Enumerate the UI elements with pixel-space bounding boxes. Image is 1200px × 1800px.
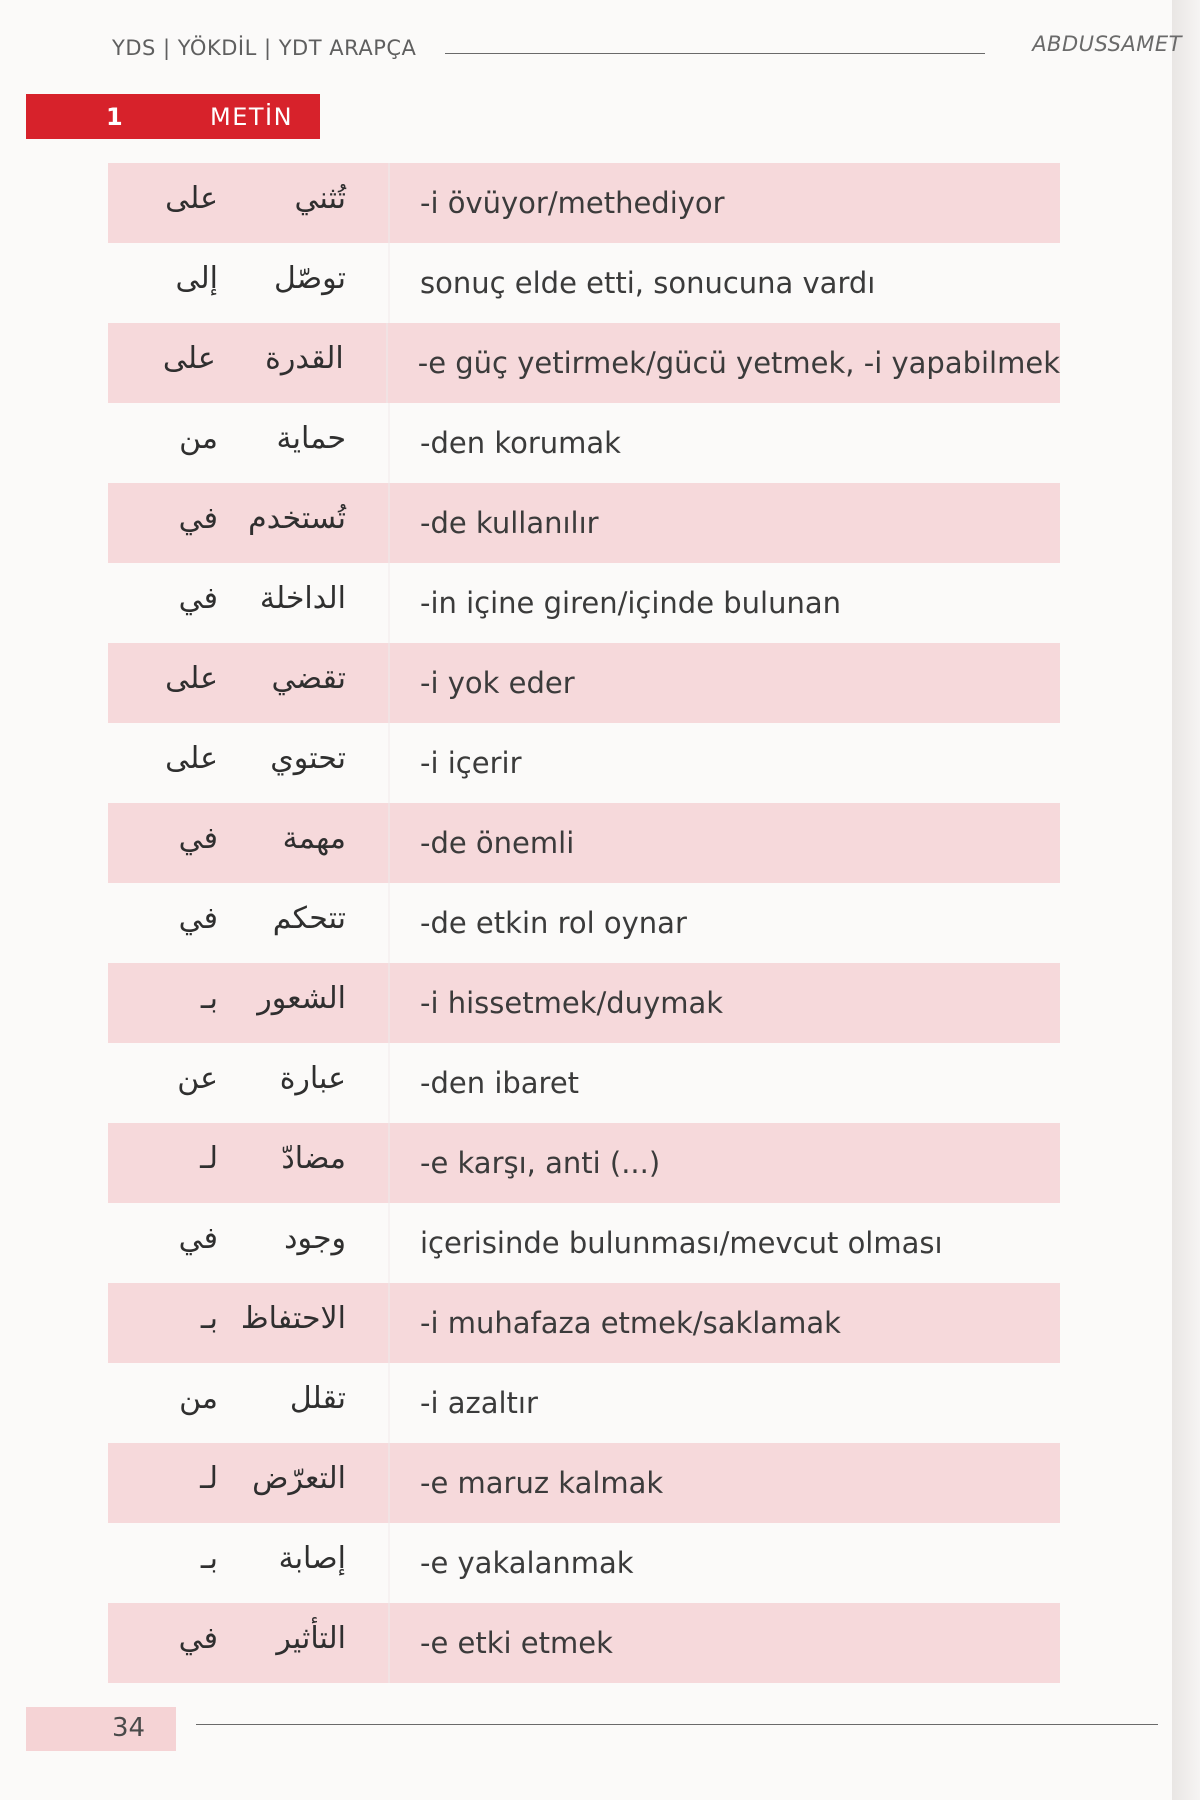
arabic-word: تقضي bbox=[271, 661, 346, 696]
arabic-cell bbox=[108, 963, 390, 1043]
arabic-preposition: في bbox=[178, 1621, 218, 1656]
arabic-cell bbox=[108, 1043, 390, 1123]
turkish-meaning: -i muhafaza etmek/saklamak bbox=[420, 1306, 841, 1340]
turkish-meaning: -e karşı, anti (...) bbox=[420, 1146, 661, 1180]
turkish-meaning: -de kullanılır bbox=[420, 506, 599, 540]
vocab-row bbox=[108, 163, 1060, 243]
arabic-word: القدرة bbox=[265, 341, 344, 376]
vocab-row bbox=[108, 483, 1060, 563]
arabic-word: التعرّض bbox=[252, 1461, 346, 1496]
turkish-meaning: -i içerir bbox=[420, 746, 522, 780]
arabic-word: تتحكم bbox=[272, 901, 346, 936]
vocab-row bbox=[108, 1363, 1060, 1443]
vocab-row bbox=[108, 1123, 1060, 1203]
arabic-preposition: عن bbox=[177, 1061, 218, 1096]
arabic-word: تحتوي bbox=[270, 741, 346, 776]
page-edge-shadow bbox=[1172, 0, 1200, 1800]
arabic-word: الداخلة bbox=[259, 581, 346, 616]
turkish-meaning: -e etki etmek bbox=[420, 1626, 613, 1660]
arabic-preposition: على bbox=[165, 661, 218, 696]
arabic-cell bbox=[108, 883, 390, 963]
arabic-word: حماية bbox=[276, 421, 346, 456]
arabic-preposition: على bbox=[165, 181, 218, 216]
turkish-meaning: -e yakalanmak bbox=[420, 1546, 634, 1580]
vocabulary-table bbox=[108, 163, 1060, 1683]
turkish-meaning: sonuç elde etti, sonucuna vardı bbox=[420, 266, 876, 300]
arabic-word: إصابة bbox=[278, 1541, 346, 1576]
turkish-meaning: içerisinde bulunması/mevcut olması bbox=[420, 1226, 943, 1260]
arabic-word: عبارة bbox=[279, 1061, 346, 1096]
turkish-meaning: -i övüyor/methediyor bbox=[420, 186, 725, 220]
vocab-row bbox=[108, 723, 1060, 803]
arabic-cell bbox=[108, 803, 390, 883]
arabic-preposition: في bbox=[178, 501, 218, 536]
header-rule bbox=[445, 53, 985, 54]
turkish-meaning: -i yok eder bbox=[420, 666, 575, 700]
arabic-cell bbox=[108, 1283, 390, 1363]
arabic-cell bbox=[108, 403, 390, 483]
section-tab bbox=[26, 94, 320, 139]
turkish-meaning: -e maruz kalmak bbox=[420, 1466, 664, 1500]
arabic-preposition: بـ bbox=[200, 981, 218, 1016]
vocab-row bbox=[108, 243, 1060, 323]
vocab-row bbox=[108, 1443, 1060, 1523]
arabic-preposition: لـ bbox=[200, 1461, 218, 1496]
arabic-preposition: لـ bbox=[200, 1141, 218, 1176]
header-author: ABDUSSAMET bbox=[1032, 32, 1182, 56]
arabic-preposition: من bbox=[179, 1381, 218, 1416]
turkish-meaning: -de etkin rol oynar bbox=[420, 906, 687, 940]
arabic-cell bbox=[108, 1443, 390, 1523]
arabic-word: الشعور bbox=[257, 981, 346, 1016]
footer-rule bbox=[196, 1724, 1158, 1725]
turkish-meaning: -den ibaret bbox=[420, 1066, 580, 1100]
turkish-meaning: -den korumak bbox=[420, 426, 621, 460]
page-number: 34 bbox=[112, 1713, 146, 1743]
arabic-word: التأثير bbox=[276, 1621, 346, 1656]
vocab-row bbox=[108, 1523, 1060, 1603]
vocab-row bbox=[108, 1283, 1060, 1363]
arabic-preposition: من bbox=[179, 421, 218, 456]
arabic-word: الاحتفاظ bbox=[240, 1301, 346, 1336]
arabic-preposition: على bbox=[162, 341, 216, 376]
arabic-cell bbox=[108, 1123, 390, 1203]
arabic-cell bbox=[108, 1603, 390, 1683]
arabic-cell bbox=[108, 1523, 390, 1603]
vocab-row bbox=[108, 563, 1060, 643]
turkish-meaning: -de önemli bbox=[420, 826, 575, 860]
arabic-cell bbox=[108, 323, 388, 403]
turkish-meaning: -e güç yetirmek/gücü yetmek, -i yapabilmek bbox=[417, 346, 1060, 380]
arabic-cell bbox=[108, 243, 390, 323]
arabic-cell bbox=[108, 483, 390, 563]
arabic-cell bbox=[108, 163, 390, 243]
arabic-cell bbox=[108, 1363, 390, 1443]
vocab-row bbox=[108, 323, 1060, 403]
section-number: 1 bbox=[106, 103, 123, 131]
section-label: METİN bbox=[210, 103, 294, 131]
vocab-row bbox=[108, 1203, 1060, 1283]
arabic-preposition: بـ bbox=[200, 1301, 218, 1336]
arabic-cell bbox=[108, 1203, 390, 1283]
turkish-meaning: -i azaltır bbox=[420, 1386, 538, 1420]
vocab-row bbox=[108, 963, 1060, 1043]
vocab-row bbox=[108, 643, 1060, 723]
vocab-row bbox=[108, 1043, 1060, 1123]
arabic-preposition: في bbox=[178, 821, 218, 856]
vocab-row bbox=[108, 403, 1060, 483]
vocab-row bbox=[108, 803, 1060, 883]
header-exam-title: YDS | YÖKDİL | YDT ARAPÇA bbox=[112, 36, 417, 60]
arabic-cell bbox=[108, 723, 390, 803]
turkish-meaning: -i hissetmek/duymak bbox=[420, 986, 724, 1020]
arabic-preposition: في bbox=[178, 581, 218, 616]
arabic-cell bbox=[108, 563, 390, 643]
arabic-word: تُثني bbox=[294, 181, 346, 216]
page-number-box bbox=[26, 1707, 176, 1751]
arabic-preposition: في bbox=[178, 1221, 218, 1256]
arabic-word: مهمة bbox=[282, 821, 346, 856]
arabic-preposition: في bbox=[178, 901, 218, 936]
arabic-word: تُستخدم bbox=[248, 501, 346, 536]
arabic-preposition: إلى bbox=[175, 261, 218, 296]
arabic-preposition: بـ bbox=[200, 1541, 218, 1576]
arabic-word: وجود bbox=[284, 1221, 346, 1256]
arabic-word: تقلل bbox=[289, 1381, 346, 1416]
arabic-cell bbox=[108, 643, 390, 723]
arabic-word: مضادّ bbox=[281, 1141, 346, 1176]
vocab-row bbox=[108, 1603, 1060, 1683]
vocab-row bbox=[108, 883, 1060, 963]
arabic-word: توصّل bbox=[273, 261, 346, 296]
arabic-preposition: على bbox=[165, 741, 218, 776]
turkish-meaning: -in içine giren/içinde bulunan bbox=[420, 586, 842, 620]
